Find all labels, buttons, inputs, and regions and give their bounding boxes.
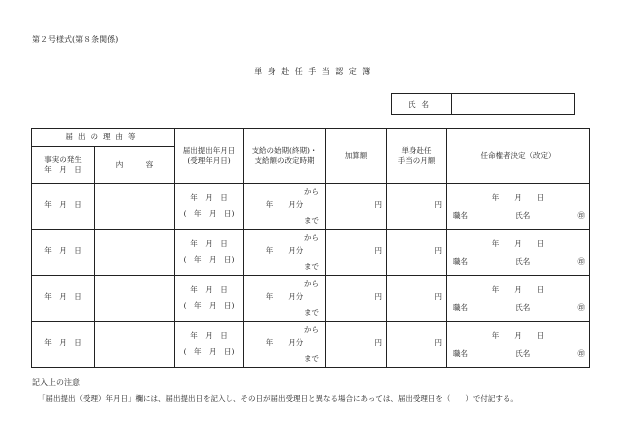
cell-submit-date[interactable]: 年 月 日 ( 年 月 日) bbox=[175, 322, 244, 368]
form-number: 第２号様式(第８条関係) bbox=[32, 35, 119, 44]
cell-fact-date[interactable]: 年 月 日 bbox=[32, 276, 95, 322]
cell-authority[interactable]: 年 月 日 職名 氏名 ㊞ bbox=[447, 230, 590, 276]
cell-monthly[interactable]: 円 bbox=[387, 184, 447, 230]
notes-body: 「届出提出（受理）年月日」欄には、届出提出日を記入し、その日が届出受理日と異なる場合にあっては、届出受理日を（ ）で付記する。 bbox=[38, 394, 518, 403]
cell-content[interactable] bbox=[95, 230, 175, 276]
cell-monthly[interactable]: 円 bbox=[387, 276, 447, 322]
seal-mark: ㊞ bbox=[577, 257, 585, 266]
cell-fact-date[interactable]: 年 月 日 bbox=[32, 322, 95, 368]
header-content: 内 容 bbox=[95, 147, 175, 184]
cell-addition[interactable]: 円 bbox=[326, 184, 387, 230]
cell-fact-date[interactable]: 年 月 日 bbox=[32, 230, 95, 276]
certification-table bbox=[31, 128, 590, 368]
cell-authority[interactable]: 年 月 日 職名 氏名 ㊞ bbox=[447, 184, 590, 230]
cell-authority[interactable]: 年 月 日 職名 氏名 ㊞ bbox=[447, 276, 590, 322]
header-payment-period: 支給の始期(終期)・ 支給額の改定時期 bbox=[244, 129, 326, 184]
cell-authority[interactable]: 年 月 日 職名 氏名 ㊞ bbox=[447, 322, 590, 368]
cell-monthly[interactable]: 円 bbox=[387, 230, 447, 276]
table-row bbox=[32, 276, 590, 322]
name-label: 氏名 bbox=[392, 94, 452, 114]
name-box bbox=[391, 93, 575, 115]
cell-content[interactable] bbox=[95, 276, 175, 322]
cell-payment-period[interactable]: から 年 月分 まで bbox=[244, 322, 326, 368]
header-addition: 加算額 bbox=[326, 129, 387, 184]
cell-fact-date[interactable]: 年 月 日 bbox=[32, 184, 95, 230]
seal-mark: ㊞ bbox=[577, 211, 585, 220]
cell-payment-period[interactable]: から 年 月分 まで bbox=[244, 184, 326, 230]
cell-monthly[interactable]: 円 bbox=[387, 322, 447, 368]
table-row bbox=[32, 230, 590, 276]
cell-addition[interactable]: 円 bbox=[326, 322, 387, 368]
cell-addition[interactable]: 円 bbox=[326, 276, 387, 322]
document-title: 単身赴任手当認定簿 bbox=[254, 67, 376, 76]
cell-submit-date[interactable]: 年 月 日 ( 年 月 日) bbox=[175, 184, 244, 230]
notes-heading: 記入上の注意 bbox=[32, 378, 80, 387]
table-row bbox=[32, 322, 590, 368]
header-monthly: 単身赴任 手当の月額 bbox=[387, 129, 447, 184]
header-reason-group: 届出の理由等 bbox=[32, 129, 175, 147]
cell-submit-date[interactable]: 年 月 日 ( 年 月 日) bbox=[175, 276, 244, 322]
seal-mark: ㊞ bbox=[577, 303, 585, 312]
cell-payment-period[interactable]: から 年 月分 まで bbox=[244, 230, 326, 276]
cell-payment-period[interactable]: から 年 月分 まで bbox=[244, 276, 326, 322]
header-fact-date: 事実の発生 年 月 日 bbox=[32, 147, 95, 184]
cell-content[interactable] bbox=[95, 184, 175, 230]
header-authority: 任命権者決定（改定） bbox=[447, 129, 590, 184]
cell-content[interactable] bbox=[95, 322, 175, 368]
cell-submit-date[interactable]: 年 月 日 ( 年 月 日) bbox=[175, 230, 244, 276]
seal-mark: ㊞ bbox=[577, 349, 585, 358]
header-submit-date: 届出提出年月日 (受理年月日) bbox=[175, 129, 244, 184]
table-row bbox=[32, 184, 590, 230]
cell-addition[interactable]: 円 bbox=[326, 230, 387, 276]
